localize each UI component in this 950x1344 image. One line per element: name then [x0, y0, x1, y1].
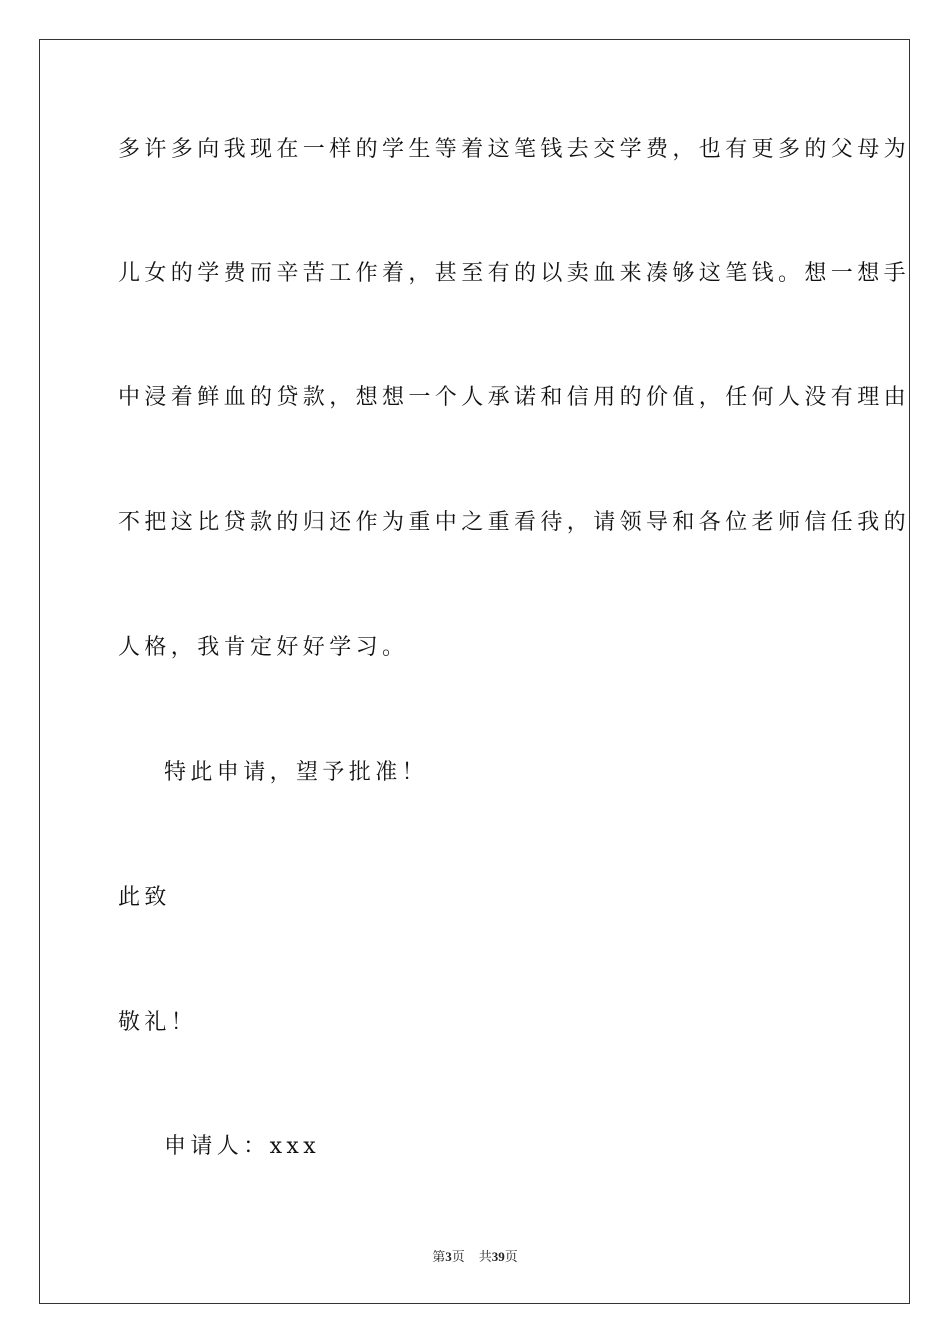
request-statement: 特此申请，望予批准！ — [164, 760, 429, 785]
paragraph-line-4: 不把这比贷款的归还作为重中之重看待，请领导和各位老师信任我的 — [118, 510, 911, 535]
total-suffix: 页 — [504, 1249, 518, 1264]
paragraph-line-3: 中浸着鲜血的贷款，想想一个人承诺和信用的价值，任何人没有理由 — [118, 385, 911, 410]
page-footer — [0, 1248, 950, 1266]
page-prefix: 第 — [432, 1249, 446, 1264]
paragraph-line-2: 儿女的学费而辛苦工作着，甚至有的以卖血来凑够这笔钱。想一想手 — [118, 261, 911, 286]
total-pages: 39 — [491, 1249, 505, 1264]
page-border — [39, 39, 910, 1304]
page-number: 3 — [445, 1249, 452, 1264]
paragraph-line-5: 人格，我肯定好好学习。 — [118, 635, 409, 660]
total-prefix: 共 — [478, 1249, 492, 1264]
paragraph-line-1: 多许多向我现在一样的学生等着这笔钱去交学费，也有更多的父母为 — [118, 137, 911, 162]
page-suffix: 页 — [451, 1249, 465, 1264]
closing-phrase: 此致 — [118, 885, 171, 910]
salutation: 敬礼！ — [118, 1010, 198, 1035]
applicant-signature: 申请人：xxx — [164, 1134, 321, 1159]
